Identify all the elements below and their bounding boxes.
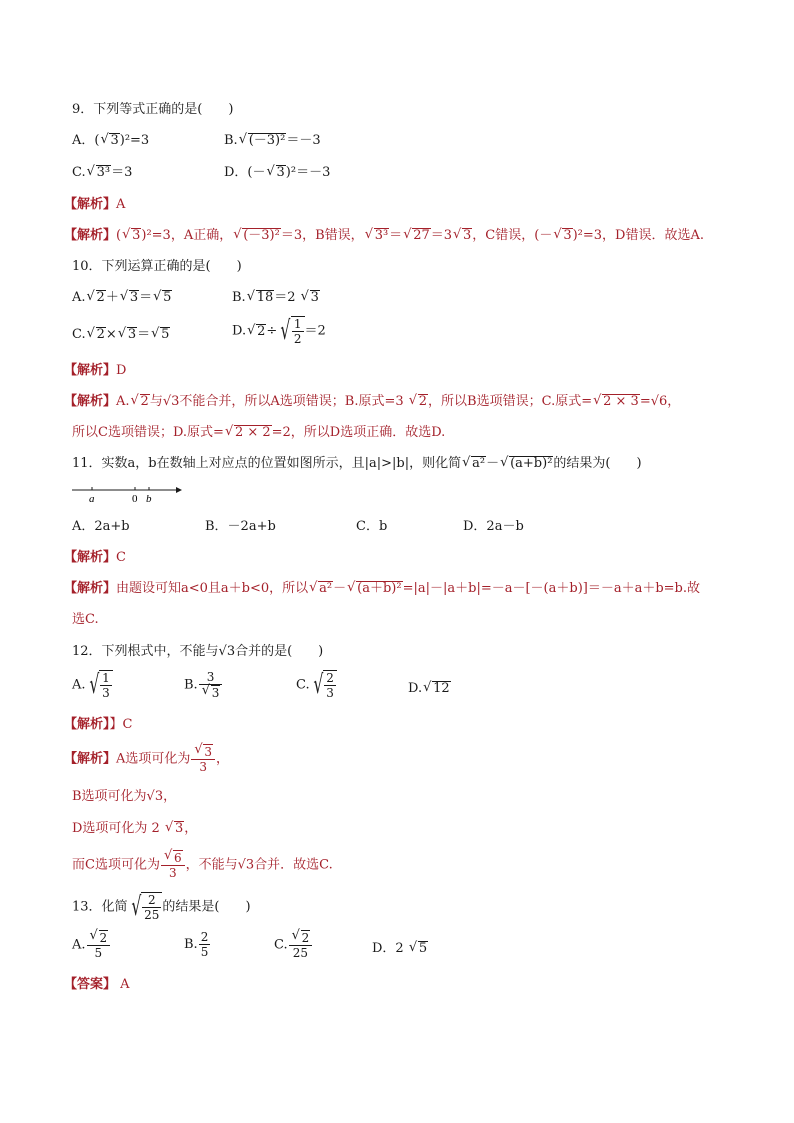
q13-option-d: D．2 √ 5 <box>372 940 428 958</box>
q13-answer: 【答案】 A <box>64 977 130 992</box>
q11-stem: 11．实数a，b在数轴上对应点的位置如图所示，且|a|>|b|，则化简√ a²－√ (a+b)²的结果为( ) <box>72 455 642 473</box>
q11-option-a: A．2a+b <box>72 519 130 534</box>
q9-explanation: 【解析】(√ 3)²=3，A正确，√ (－3)²＝3，B错误，√ 3³＝√ 27＝3√ 3，C错误，(－√ 3)²=3，D错误．故选A. <box>64 227 704 245</box>
q10-explanation-line2: 所以C选项错误；D.原式=√ 2 × 2=2，所以D选项正确．故选D. <box>72 424 445 442</box>
q10-option-a: A.√ 2＋√ 3＝√ 5 <box>72 289 172 307</box>
q9-stem: 9．下列等式正确的是( ) <box>72 102 234 117</box>
q11-answer: 【解析】C <box>64 550 126 565</box>
q13-option-c: C. √ $\frac{2}{25}$ <box>274 930 313 960</box>
q12-option-c: C. √ $\frac{2}{3}$ <box>296 670 337 700</box>
q13-option-b: B. $\frac{2}{5}$ <box>184 930 209 959</box>
q10-option-b: B.√ 18＝2 √ 3 <box>232 289 320 307</box>
axis-label-a: a <box>89 493 95 504</box>
q12-option-a: A. √ $\frac{1}{3}$ <box>72 670 113 700</box>
q11-explanation-line2: 选C. <box>72 612 99 627</box>
q12-stem: 12．下列根式中，不能与√3合并的是( ) <box>72 644 324 659</box>
q13-stem: 13．化简 √ $\frac{2}{25}$ 的结果是( ) <box>72 892 251 922</box>
q11-option-c: C．b <box>356 519 388 534</box>
number-line-figure <box>72 482 182 504</box>
axis-label-b: b <box>146 493 152 504</box>
q12-explanation-a: 【解析】A选项可化为 √ $\frac{3}{3}$ ， <box>64 744 229 774</box>
q12-explanation-d: D选项可化为 2 √ 3， <box>72 820 197 838</box>
q12-answer: 【解析】】C <box>64 717 133 732</box>
q12-option-b: B. 3 √ 3 <box>184 670 223 700</box>
q10-stem: 10．下列运算正确的是( ) <box>72 259 242 274</box>
q9-answer: 【解析】A <box>64 197 126 212</box>
q9-option-a: A．(√ 3)²=3 <box>72 132 149 150</box>
q12-option-d: D.√ 12 <box>408 680 451 698</box>
q10-answer: 【解析】D <box>64 363 127 378</box>
axis-label-0: 0 <box>132 493 138 504</box>
q9-option-b: B.√ (－3)²＝－3 <box>224 132 321 150</box>
q10-option-c: C.√ 2×√ 3＝√ 5 <box>72 326 170 344</box>
q12-explanation-b: B选项可化为√3， <box>72 789 177 804</box>
q10-option-d: D.√ 2÷ √ $\frac{1}{2}$ ＝2 <box>232 316 326 346</box>
q11-option-b: B．－2a+b <box>205 519 276 534</box>
q13-option-a: A. √ $\frac{2}{5}$ <box>72 930 111 960</box>
q9-option-d: D．(－√ 3)²＝－3 <box>224 164 330 182</box>
q9-option-c: C.√ 3³＝3 <box>72 164 132 182</box>
q10-explanation-line1: 【解析】A.√ 2与√3不能合并，所以A选项错误；B.原式=3 √ 2，所以B选项错误；C.原式=√ 2 × 3=√6， <box>64 393 680 411</box>
q12-explanation-c: 而C选项可化为 √ $\frac{6}{3}$ ，不能与√3合并．故选C. <box>72 850 333 880</box>
q11-explanation-line1: 【解析】由题设可知a<0且a＋b<0，所以√ a²－√ (a＋b)²=|a|－|a＋b|=－a－[－(a＋b)]＝－a＋a＋b=b.故 <box>64 580 700 598</box>
q11-option-d: D．2a－b <box>463 519 524 534</box>
